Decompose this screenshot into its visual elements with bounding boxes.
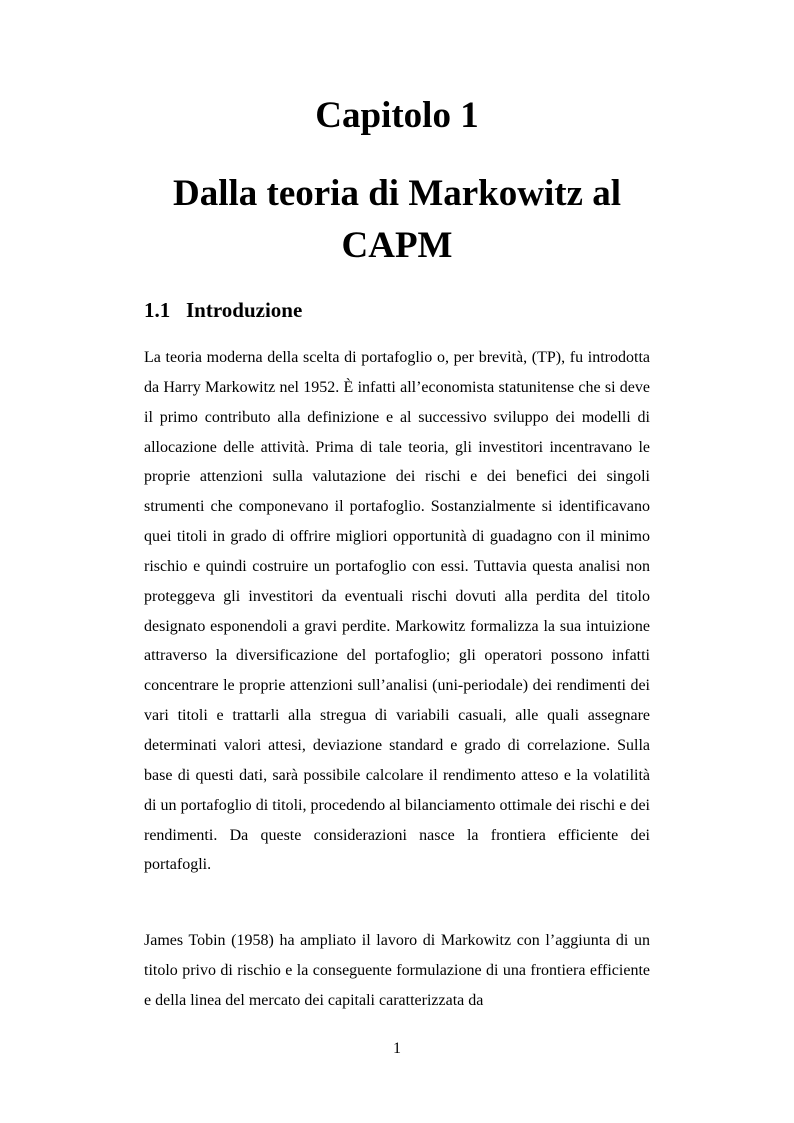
chapter-label: Capitolo 1: [315, 95, 479, 136]
chapter-title: Dalla teoria di Markowitz al CAPM: [172, 173, 622, 266]
section-number: 1.1: [144, 298, 171, 322]
section-heading: [144, 295, 302, 325]
section-title: Introduzione: [186, 298, 303, 322]
page-number: 1: [393, 1040, 401, 1057]
body-paragraph-2: James Tobin (1958) ha ampliato il lavoro di Markowitz con l’aggiunta di un titolo privo di rischio e la conseguente formulazione di una frontiera efficiente e della linea del mercato dei capitali caratterizzata da: [144, 932, 650, 1009]
body-paragraph-1: La teoria moderna della scelta di portafoglio o, per brevità, (TP), fu introdotta da Harry Markowitz nel 1952. È infatti all’economista statunitense che si deve il primo contributo alla definizione e al successivo sviluppo dei modelli di allocazione delle attività. Prima di tale teoria, gli investitori incentravano le proprie attenzioni sulla valutazione dei rischi e dei benefici dei singoli strumenti che componevano il portafoglio. Sostanzialmente si identificavano quei titoli in grado di offrire migliori opportunità di guadagno con il minimo rischio e quindi costruire un portafoglio con essi. Tuttavia questa analisi non proteggeva gli investitori da eventuali rischi dovuti alla perdita del titolo designato esponendoli a gravi perdite. Markowitz formalizza la sua intuizione attraverso la diversificazione del portafoglio; gli operatori possono infatti concentrare le proprie attenzioni sull’analisi (uni-periodale) dei rendimenti dei vari titoli e trattarli alla stregua di variabili casuali, alle quali assegnare determinati valori attesi, deviazione standard e grado di correlazione. Sulla base di questi dati, sarà possibile calcolare il rendimento atteso e la volatilità di un portafoglio di titoli, procedendo al bilanciamento ottimale dei rischi e dei rendimenti. Da queste considerazioni nasce la frontiera efficiente dei portafogli.: [144, 349, 650, 874]
